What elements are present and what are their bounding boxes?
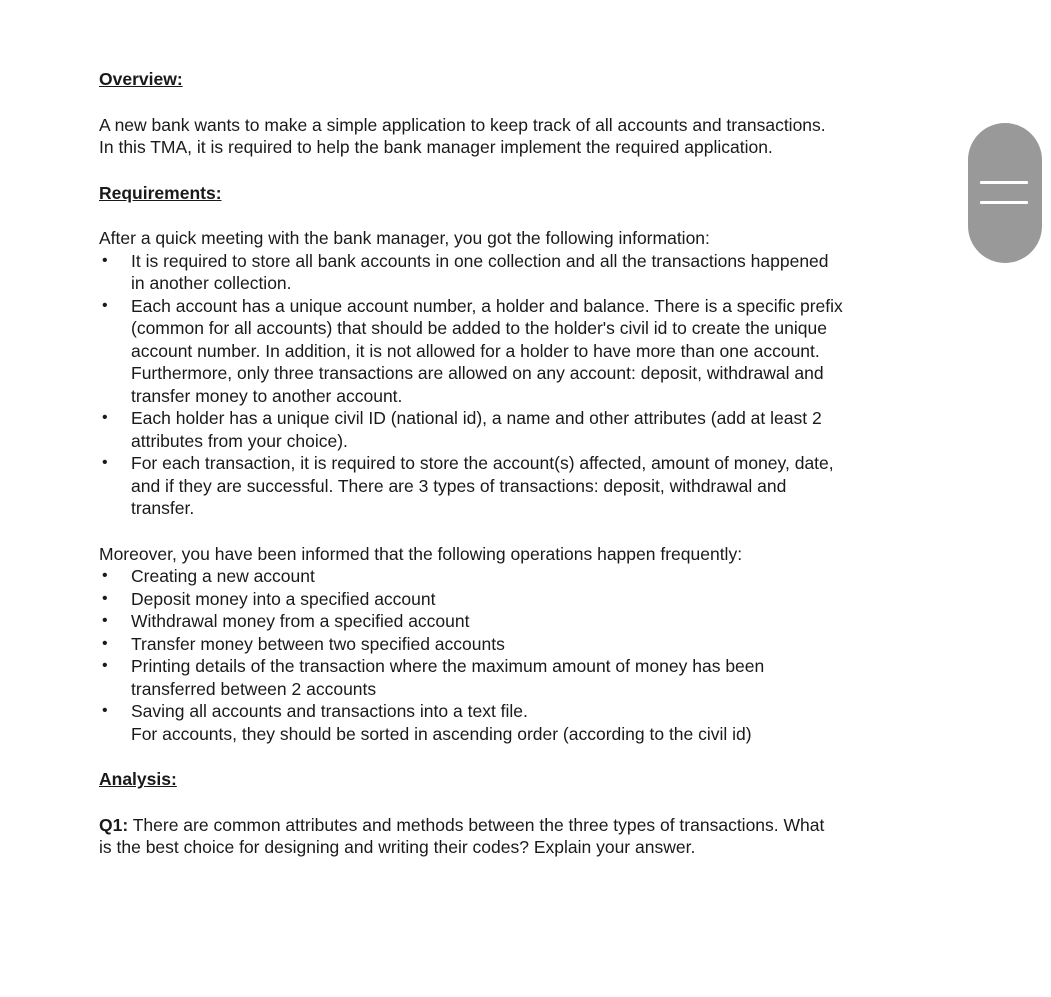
operations-intro: Moreover, you have been informed that the following operations happen frequently: — [99, 543, 743, 564]
menu-lines-icon — [980, 201, 1028, 204]
overview-line: A new bank wants to make a simple application to keep track of all accounts and transactions. — [99, 114, 826, 135]
bullet-icon: • — [102, 409, 108, 426]
list-item: • Deposit money into a specified account — [102, 588, 436, 609]
menu-lines-icon — [980, 181, 1028, 184]
list-item: • It is required to store all bank accounts in one collection and all the transactions happened in another collection. — [102, 250, 829, 293]
bullet-icon: • — [102, 296, 108, 314]
requirements-intro: After a quick meeting with the bank manager, you got the following information: — [99, 228, 710, 248]
overview-paragraph — [99, 114, 939, 159]
bullet-icon: • — [102, 251, 108, 269]
bullet-icon: • — [102, 657, 108, 674]
list-item: • Saving all accounts and transactions into a text file. For accounts, they should be sorted in ascending order (according to the civil id) — [102, 701, 752, 744]
bullet-icon: • — [102, 454, 108, 471]
list-item: • Withdrawal money from a specified account — [102, 611, 470, 631]
overview-heading: Overview: — [99, 69, 183, 89]
requirements-list — [99, 250, 939, 520]
requirements-heading: Requirements: — [99, 182, 222, 203]
list-item: • Each account has a unique account number, a holder and balance. There is a specific prefix (common for all accounts) that should be added to the holder's civil id to create the unique account number. In addition, it is not allowed for a holder to have more than one account. Furthermore, only three transactions are allowed on any account: deposit, withdrawal and transfer money to another account. — [102, 295, 843, 406]
operations-list — [99, 565, 939, 745]
bullet-icon: • — [102, 702, 108, 719]
list-item: • For each transaction, it is required to store the account(s) affected, amount of money, date, and if they are successful. There are 3 types of transactions: deposit, withdrawal and transfer. — [102, 453, 834, 518]
bullet-icon: • — [102, 634, 108, 652]
list-item: • Creating a new account — [102, 566, 315, 586]
bullet-icon: • — [102, 567, 108, 584]
list-item: • Each holder has a unique civil ID (national id), a name and other attributes (add at least 2 attributes from your choice). — [102, 408, 822, 451]
overview-line: In this TMA, it is required to help the bank manager implement the required application. — [99, 137, 773, 157]
document-body — [99, 68, 939, 859]
bullet-icon: • — [102, 589, 108, 607]
question-q1: Q1: There are common attributes and methods between the three types of transactions. What is the best choice for designing and writing their codes? Explain your answer. — [99, 814, 825, 857]
analysis-heading: Analysis: — [99, 769, 177, 789]
q1-label: Q1: — [99, 814, 129, 835]
side-menu-handle[interactable] — [968, 123, 1042, 263]
list-item: • Printing details of the transaction where the maximum amount of money has been transferred between 2 accounts — [102, 656, 765, 699]
bullet-icon: • — [102, 612, 108, 629]
list-item: • Transfer money between two specified accounts — [102, 633, 505, 654]
